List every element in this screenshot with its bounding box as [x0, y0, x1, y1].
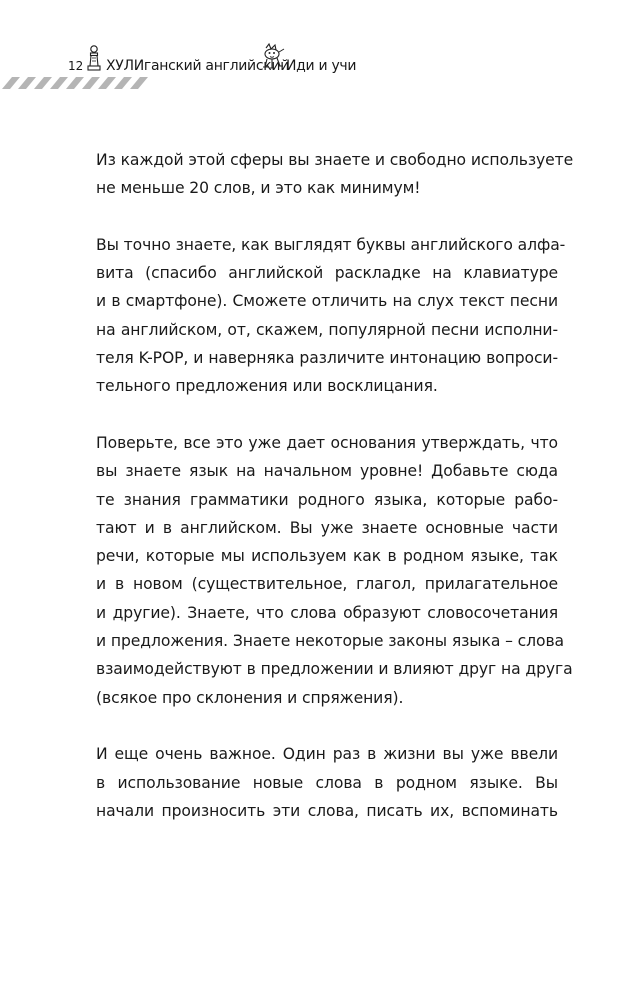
text-line: И еще очень важное. Один раз в жизни вы уже ввели — [96, 745, 558, 764]
text-line: взаимодействуют в предложении и влияют друг на друга — [96, 660, 573, 679]
text-line: не меньше 20 слов, и это как минимум! — [96, 179, 421, 198]
paragraph — [96, 429, 573, 712]
paragraph — [96, 231, 566, 401]
paragraph — [96, 146, 574, 203]
text-line: и предложения. Знаете некоторые законы языка – слова — [96, 632, 565, 651]
text-line: вита (спасибо английской раскладке на клавиатуре — [96, 264, 558, 283]
dog-doodle-icon — [260, 42, 286, 72]
text-line: те знания грамматики родного языка, которые рабо- — [96, 490, 558, 509]
text-line: теля K-POP, и наверняка различите интонацию вопроси- — [96, 349, 558, 368]
text-line: и другие). Знаете, что слова образуют словосочетания — [96, 603, 558, 622]
text-line: начали произносить эти слова, писать их, вспоминать — [96, 801, 558, 820]
text-line: и в новом (существительное, глагол, прилагательное — [96, 575, 558, 594]
text-line: и в смартфоне). Сможете отличить на слух текст песни — [96, 292, 558, 311]
paragraph — [96, 740, 558, 825]
text-line: Поверьте, все это уже дает основания утверждать, что — [96, 433, 558, 452]
text-line: вы знаете язык на начальном уровне! Добавьте сюда — [96, 462, 558, 481]
running-header — [0, 40, 619, 90]
text-line: в использование новые слова в родном языке. Вы — [96, 773, 558, 792]
section-title: Иди и учи — [286, 58, 357, 74]
text-line: на английском, от, скажем, популярной песни исполни- — [96, 320, 558, 339]
body-text — [96, 146, 574, 825]
decorative-stripes — [2, 76, 162, 90]
text-line: речи, которые мы используем как в родном языке, так — [96, 547, 558, 566]
book-title: ХУЛИганский английский — [106, 58, 289, 74]
text-line: тают и в английском. Вы уже знаете основные части — [96, 518, 558, 537]
pawn-figure-icon — [86, 44, 102, 72]
text-line: тельного предложения или восклицания. — [96, 377, 438, 396]
text-line: Из каждой этой сферы вы знаете и свободно используете — [96, 151, 574, 169]
page-number: 12 — [68, 59, 84, 73]
text-line: (всякое про склонения и спряжения). — [96, 688, 404, 707]
text-line: Вы точно знаете, как выглядят буквы английского алфа- — [96, 235, 566, 254]
